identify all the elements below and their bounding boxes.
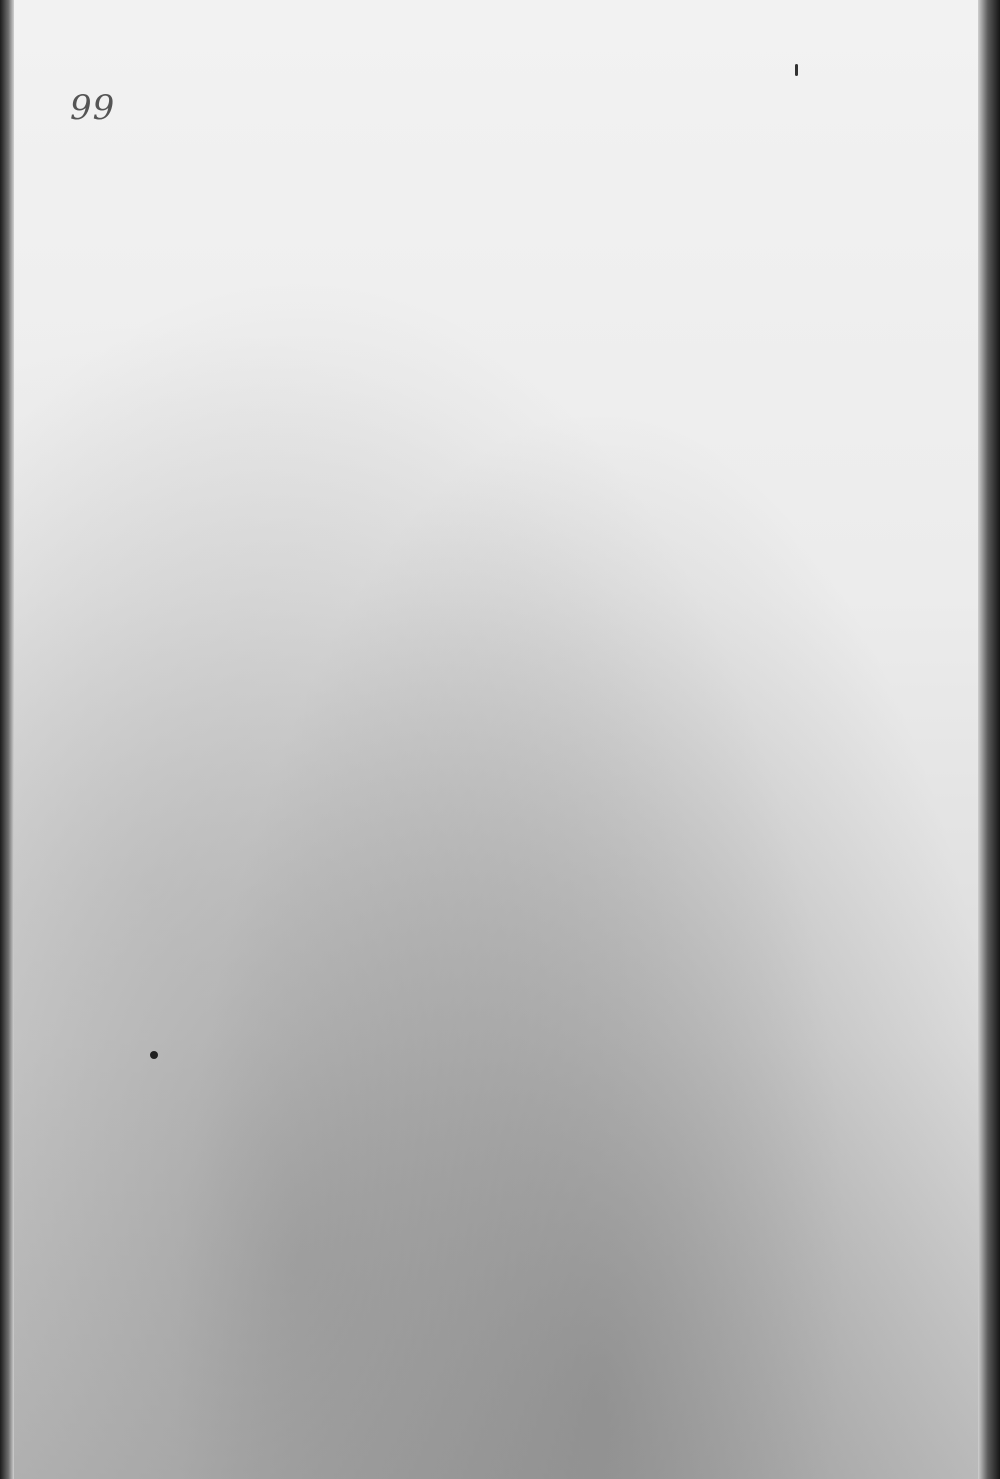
binding-edge-right	[978, 0, 1000, 1479]
ink-dot	[150, 1051, 158, 1059]
folio-number: 99	[70, 88, 116, 128]
binding-edge-left	[0, 0, 14, 1479]
ink-mark	[795, 64, 798, 76]
